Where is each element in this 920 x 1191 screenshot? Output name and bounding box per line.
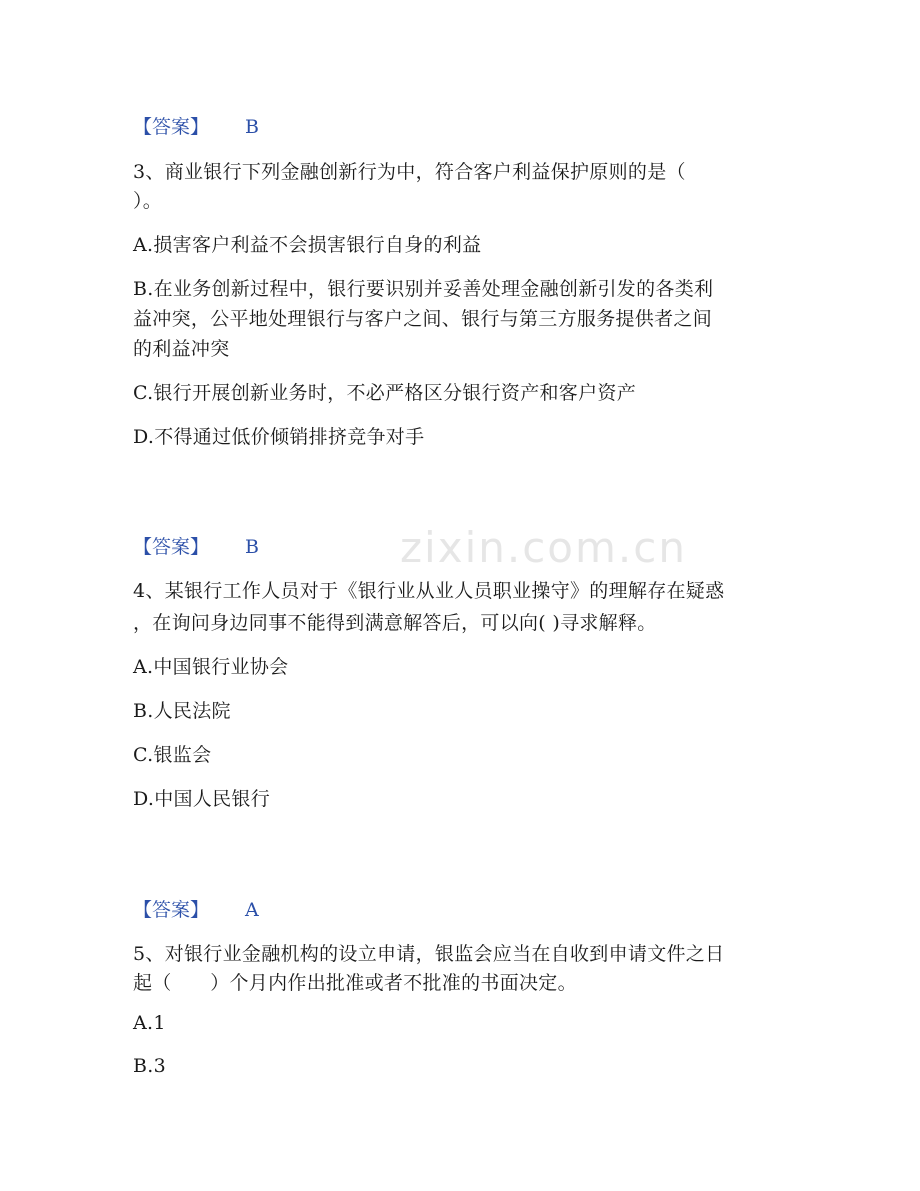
question-3-line-2: ）。 xyxy=(133,190,163,212)
question-3-option-b-line-3: 的利益冲突 xyxy=(133,338,230,360)
question-5-line-2: 起（ ）个月内作出批准或者不批准的书面决定。 xyxy=(133,972,577,994)
question-4-line-1: 4、某银行工作人员对于《银行业从业人员职业操守》的理解存在疑惑 xyxy=(133,580,725,602)
answer-tag: 【答案】 xyxy=(133,116,210,138)
question-3-option-b-line-1: B.在业务创新过程中，银行要识别并妥善处理金融创新引发的各类利 xyxy=(133,278,714,300)
question-3-option-d: D.不得通过低价倾销排挤竞争对手 xyxy=(133,426,425,448)
question-5-option-a: A.1 xyxy=(133,1012,166,1034)
answer-tag: 【答案】 xyxy=(133,536,210,558)
question-3-line-1: 3、商业银行下列金融创新行为中，符合客户利益保护原则的是（ xyxy=(133,161,686,183)
watermark: zixin.com.cn xyxy=(400,523,687,572)
answer-label xyxy=(133,112,259,139)
question-3-option-b-line-2: 益冲突，公平地处理银行与客户之间、银行与第三方服务提供者之间 xyxy=(133,308,713,330)
question-5-option-b: B.3 xyxy=(133,1055,166,1077)
answer-letter: A xyxy=(245,899,259,921)
answer-letter: B xyxy=(245,116,259,138)
question-3-option-c: C.银行开展创新业务时，不必严格区分银行资产和客户资产 xyxy=(133,382,637,404)
question-5-line-1: 5、对银行业金融机构的设立申请，银监会应当在自收到申请文件之日 xyxy=(133,943,725,965)
question-4-option-b: B.人民法院 xyxy=(133,700,231,722)
question-4-option-a: A.中国银行业协会 xyxy=(133,656,289,678)
question-3-option-a: A.损害客户利益不会损害银行自身的利益 xyxy=(133,234,482,256)
question-4-option-c: C.银监会 xyxy=(133,744,212,766)
question-4-line-2: ，在询问身边同事不能得到满意解答后，可以向( )寻求解释。 xyxy=(133,612,657,634)
answer-label xyxy=(133,532,259,559)
question-4-option-d: D.中国人民银行 xyxy=(133,788,270,810)
answer-letter: B xyxy=(245,536,259,558)
answer-tag: 【答案】 xyxy=(133,899,210,921)
answer-label xyxy=(133,895,259,922)
